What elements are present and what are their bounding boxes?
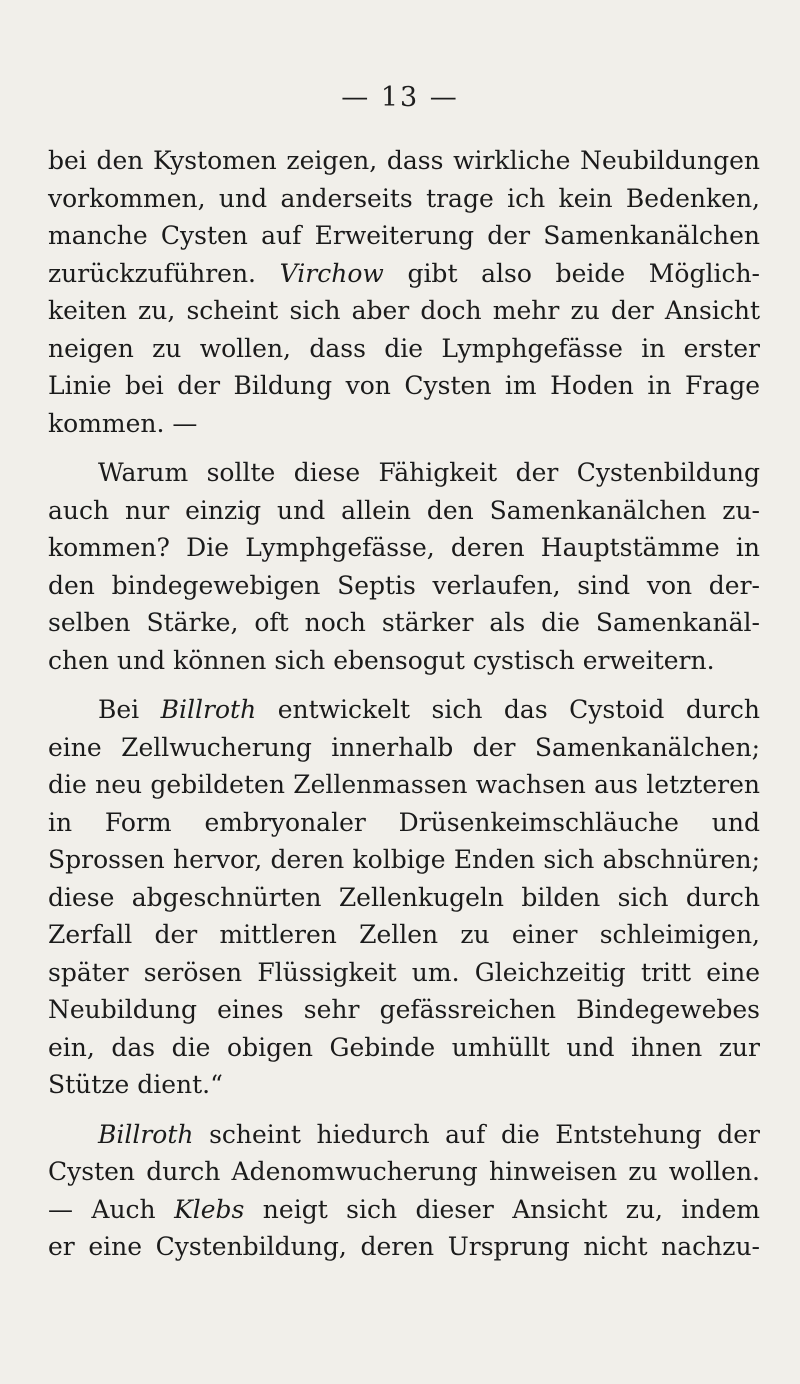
text-line: ein, das die obigen Gebinde umhüllt und ihnen zur	[48, 1032, 760, 1062]
text-line-with-name	[48, 1191, 760, 1229]
text-line: Stütze dient.“	[48, 1070, 223, 1099]
text-segment: scheint hiedurch auf die Entstehung der	[209, 1119, 760, 1149]
text-line: Sprossen hervor, deren kolbige Enden sich abschnüren;	[48, 845, 760, 874]
text-line: auch nur einzig und allein den Samenkanälchen zu-	[48, 495, 760, 525]
text-line: später serösen Flüssigkeit um. Gleichzeitig tritt eine	[48, 957, 760, 987]
text-line: eine Zellwucherung innerhalb der Samenkanälchen;	[48, 732, 760, 762]
author-name: Billroth	[160, 695, 257, 724]
page-number: — 13 —	[341, 82, 459, 113]
paragraph-2	[48, 454, 760, 679]
text-line-with-name	[48, 1116, 760, 1154]
text-segment: entwickelt sich das Cystoid durch	[277, 695, 760, 724]
text-line: er eine Cystenbildung, deren Ursprung nicht nachzu-	[48, 1232, 760, 1261]
author-name: Virchow	[279, 258, 384, 288]
text-line: kommen. —	[48, 408, 198, 438]
text-line: kommen? Die Lymphgefässe, deren Hauptstämme in	[48, 533, 760, 562]
text-line: neigen zu wollen, dass die Lymphgefässe in erster	[48, 333, 760, 363]
text-line-with-name	[48, 255, 760, 293]
body-text	[48, 142, 760, 1266]
text-segment: Bei	[98, 695, 140, 724]
text-line: die neu gebildeten Zellenmassen wachsen aus letzteren	[48, 770, 760, 799]
text-line: keiten zu, scheint sich aber doch mehr zu der Ansicht	[48, 296, 760, 325]
text-segment: zurückzuführen.	[48, 258, 256, 288]
author-name: Billroth	[98, 1119, 194, 1149]
text-line: in Form embryonaler Drüsenkeimschläuche und	[48, 807, 760, 837]
text-segment: — Auch	[48, 1194, 156, 1224]
text-segment: gibt also beide Möglich-	[407, 258, 760, 288]
author-name: Klebs	[174, 1194, 245, 1224]
text-line: manche Cysten auf Erweiterung der Samenkanälchen	[48, 221, 760, 250]
text-line: chen und können sich ebensogut cystisch erweitern.	[48, 645, 715, 675]
paragraph-3	[48, 691, 760, 1104]
text-line-with-name	[48, 691, 760, 729]
paragraph-1	[48, 142, 760, 442]
text-line: Cysten durch Adenomwucherung hinweisen zu wollen.	[48, 1157, 760, 1186]
text-segment: neigt sich dieser Ansicht zu, indem	[262, 1194, 760, 1224]
text-line: vorkommen, und anderseits trage ich kein Bedenken,	[48, 183, 760, 213]
text-line: Zerfall der mittleren Zellen zu einer schleimigen,	[48, 920, 760, 949]
text-line: den bindegewebigen Septis verlaufen, sind von der-	[48, 570, 760, 600]
text-line: Neubildung eines sehr gefässreichen Bindegewebes	[48, 995, 760, 1024]
text-line: Linie bei der Bildung von Cysten im Hoden in Frage	[48, 371, 760, 400]
text-line: selben Stärke, oft noch stärker als die Samenkanäl-	[48, 608, 760, 637]
text-line: diese abgeschnürten Zellenkugeln bilden sich durch	[48, 882, 760, 912]
paragraph-4	[48, 1116, 760, 1266]
text-line: Warum sollte diese Fähigkeit der Cystenbildung	[98, 458, 760, 487]
text-line: bei den Kystomen zeigen, dass wirkliche Neubildungen	[48, 146, 760, 175]
